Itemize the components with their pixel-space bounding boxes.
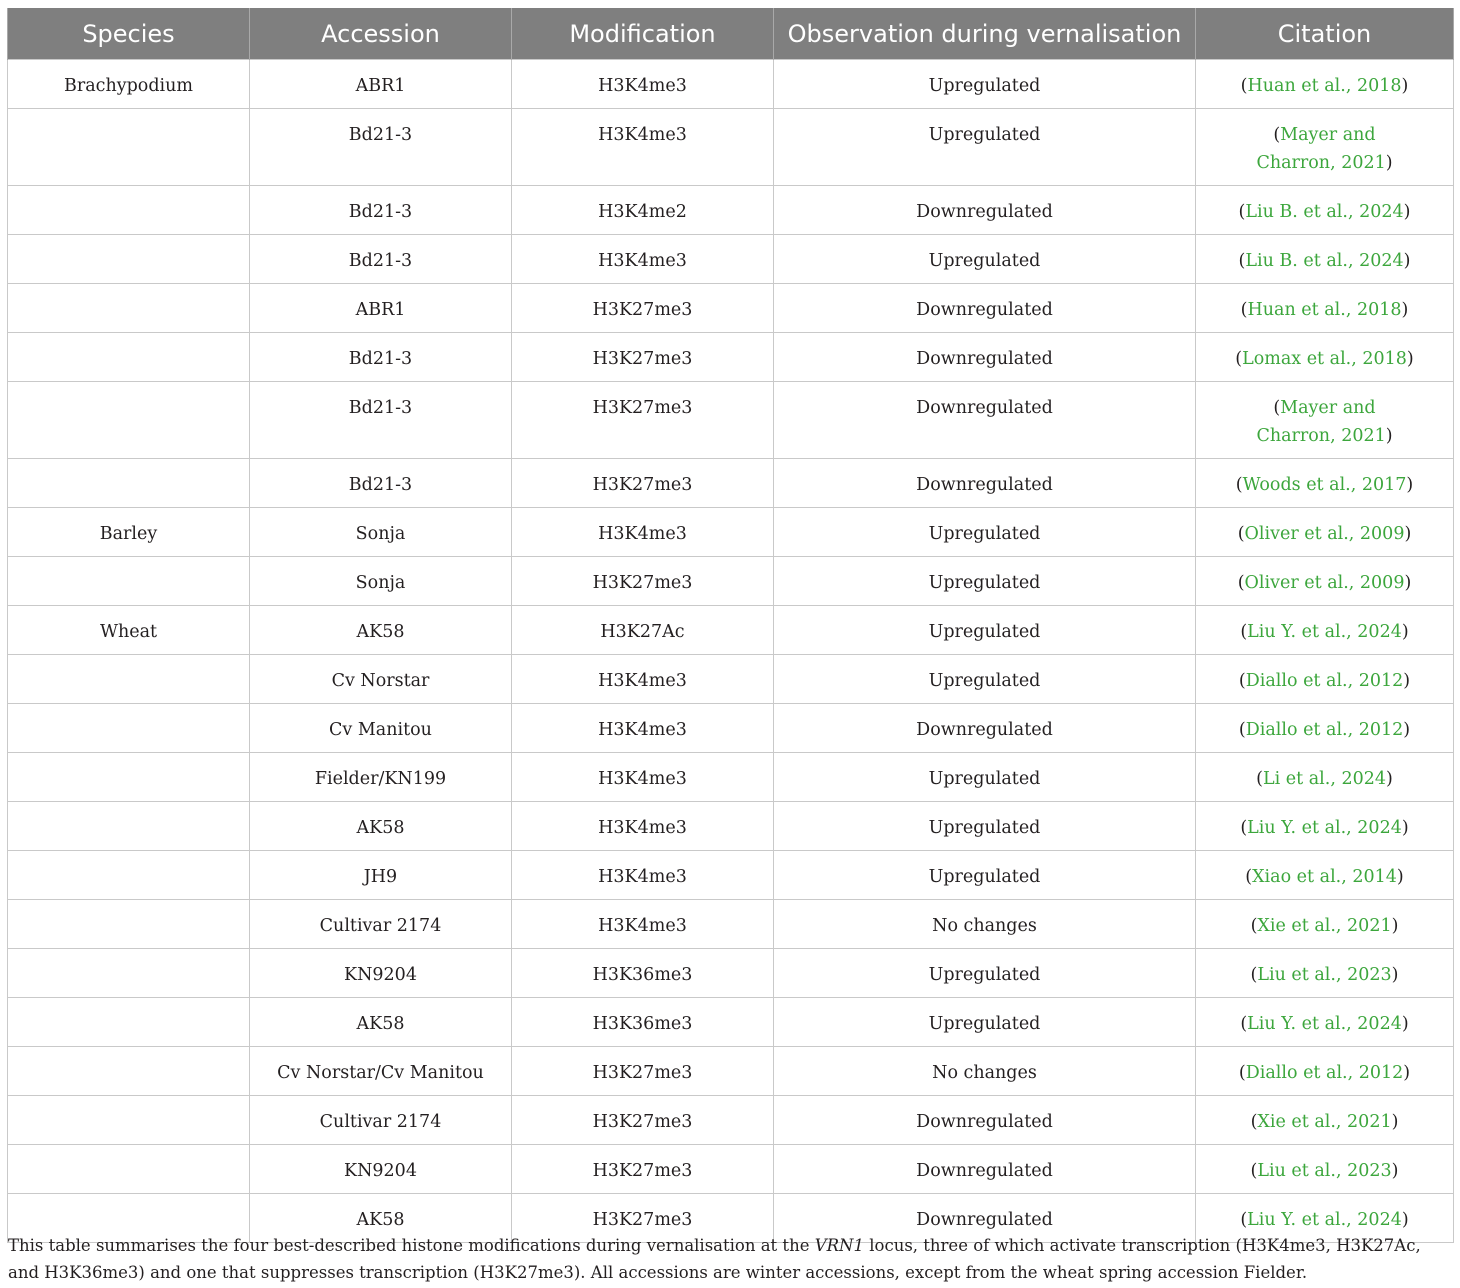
citation-link[interactable]: Xiao et al., 2014 — [1252, 867, 1397, 887]
cell-accession: Fielder/KN199 — [250, 753, 512, 802]
cell-citation: (Lomax et al., 2018) — [1196, 333, 1454, 382]
cell-species: Wheat — [8, 606, 250, 655]
cell-accession: ABR1 — [250, 284, 512, 333]
caption-part2: locus, three of which activate transcription (H3K4me3, H3K27Ac, and H3K36me3) and one that suppresses transcription (H3K27me3). All accessions are winter accessions, except from the wheat spring accession Fielder. — [8, 1236, 1421, 1282]
cell-accession: AK58 — [250, 998, 512, 1047]
cell-species — [8, 235, 250, 284]
citation-link[interactable]: Liu et al., 2023 — [1257, 1161, 1392, 1181]
cell-observation: Downregulated — [774, 186, 1196, 235]
cell-modification: H3K27me3 — [512, 333, 774, 382]
cell-observation: Upregulated — [774, 60, 1196, 109]
cell-accession: KN9204 — [250, 1145, 512, 1194]
cell-modification: H3K27me3 — [512, 1145, 774, 1194]
cell-citation: (Liu Y. et al., 2024) — [1196, 606, 1454, 655]
cell-citation: (Liu B. et al., 2024) — [1196, 235, 1454, 284]
table-row — [8, 333, 1454, 382]
cell-species — [8, 655, 250, 704]
cell-observation: Downregulated — [774, 1096, 1196, 1145]
table-row — [8, 1096, 1454, 1145]
cell-citation: (Oliver et al., 2009) — [1196, 508, 1454, 557]
cell-species — [8, 753, 250, 802]
cell-species — [8, 333, 250, 382]
cell-modification: H3K27me3 — [512, 1096, 774, 1145]
cell-citation: (Mayer and Charron, 2021) — [1196, 109, 1454, 186]
cell-modification: H3K27me3 — [512, 459, 774, 508]
citation-link[interactable]: Liu B. et al., 2024 — [1245, 202, 1404, 222]
cell-citation: (Woods et al., 2017) — [1196, 459, 1454, 508]
table-row — [8, 459, 1454, 508]
cell-citation: (Xie et al., 2021) — [1196, 900, 1454, 949]
cell-species — [8, 109, 250, 186]
cell-accession: Bd21-3 — [250, 382, 512, 459]
cell-accession: Sonja — [250, 557, 512, 606]
citation-link[interactable]: Xie et al., 2021 — [1257, 916, 1392, 936]
cell-citation: (Diallo et al., 2012) — [1196, 1047, 1454, 1096]
cell-species — [8, 949, 250, 998]
cell-accession: Cv Norstar — [250, 655, 512, 704]
cell-modification: H3K4me3 — [512, 235, 774, 284]
cell-citation: (Liu B. et al., 2024) — [1196, 186, 1454, 235]
cell-observation: Downregulated — [774, 459, 1196, 508]
histone-modification-table — [7, 8, 1454, 1243]
cell-observation: Upregulated — [774, 753, 1196, 802]
cell-modification: H3K4me3 — [512, 109, 774, 186]
cell-citation: (Liu et al., 2023) — [1196, 949, 1454, 998]
table-row — [8, 557, 1454, 606]
cell-species — [8, 1096, 250, 1145]
cell-modification: H3K27me3 — [512, 1194, 774, 1243]
cell-modification: H3K36me3 — [512, 998, 774, 1047]
table-row — [8, 802, 1454, 851]
cell-modification: H3K4me3 — [512, 851, 774, 900]
citation-link[interactable]: Xie et al., 2021 — [1257, 1112, 1392, 1132]
citation-link[interactable]: Liu Y. et al., 2024 — [1247, 818, 1402, 838]
cell-modification: H3K4me3 — [512, 753, 774, 802]
cell-modification: H3K4me2 — [512, 186, 774, 235]
cell-modification: H3K27me3 — [512, 284, 774, 333]
cell-modification: H3K27Ac — [512, 606, 774, 655]
citation-link[interactable]: Mayer and — [1280, 125, 1376, 145]
cell-observation: Upregulated — [774, 109, 1196, 186]
table-row — [8, 606, 1454, 655]
cell-species — [8, 382, 250, 459]
cell-modification: H3K27me3 — [512, 557, 774, 606]
cell-modification: H3K4me3 — [512, 655, 774, 704]
citation-link[interactable]: Mayer and — [1280, 398, 1376, 418]
cell-citation: (Diallo et al., 2012) — [1196, 704, 1454, 753]
citation-link[interactable]: Liu Y. et al., 2024 — [1247, 1210, 1402, 1230]
cell-citation: (Liu Y. et al., 2024) — [1196, 802, 1454, 851]
cell-accession: KN9204 — [250, 949, 512, 998]
table-row — [8, 235, 1454, 284]
cell-observation: Downregulated — [774, 704, 1196, 753]
cell-citation: (Huan et al., 2018) — [1196, 60, 1454, 109]
cell-accession: ABR1 — [250, 60, 512, 109]
cell-accession: AK58 — [250, 606, 512, 655]
header-modification: Modification — [512, 8, 774, 60]
cell-modification: H3K4me3 — [512, 60, 774, 109]
cell-observation: Upregulated — [774, 802, 1196, 851]
citation-link[interactable]: Huan et al., 2018 — [1247, 76, 1402, 96]
cell-modification: H3K4me3 — [512, 802, 774, 851]
cell-modification: H3K27me3 — [512, 1047, 774, 1096]
cell-modification: H3K36me3 — [512, 949, 774, 998]
header-observation: Observation during vernalisation — [774, 8, 1196, 60]
citation-link[interactable]: Liu Y. et al., 2024 — [1247, 622, 1402, 642]
cell-accession: Bd21-3 — [250, 109, 512, 186]
citation-link[interactable]: Liu B. et al., 2024 — [1245, 251, 1404, 271]
table-container — [7, 8, 1453, 1243]
cell-species — [8, 186, 250, 235]
citation-link[interactable]: Oliver et al., 2009 — [1244, 524, 1405, 544]
cell-accession: Sonja — [250, 508, 512, 557]
cell-species — [8, 704, 250, 753]
cell-citation: (Oliver et al., 2009) — [1196, 557, 1454, 606]
citation-link[interactable]: Li et al., 2024 — [1263, 769, 1386, 789]
cell-observation: Downregulated — [774, 284, 1196, 333]
cell-accession: Cv Norstar/Cv Manitou — [250, 1047, 512, 1096]
cell-species — [8, 1047, 250, 1096]
cell-citation: (Liu Y. et al., 2024) — [1196, 998, 1454, 1047]
cell-species — [8, 998, 250, 1047]
caption-gene: VRN1 — [814, 1236, 864, 1255]
table-row — [8, 998, 1454, 1047]
cell-observation: Upregulated — [774, 949, 1196, 998]
caption-part1: This table summarises the four best-described histone modifications during vernalisation at the — [8, 1236, 815, 1255]
cell-observation: Upregulated — [774, 655, 1196, 704]
cell-observation: Downregulated — [774, 333, 1196, 382]
cell-accession: Bd21-3 — [250, 333, 512, 382]
table-row — [8, 284, 1454, 333]
table-row — [8, 851, 1454, 900]
cell-citation: (Mayer and Charron, 2021) — [1196, 382, 1454, 459]
cell-species — [8, 1145, 250, 1194]
cell-accession: Bd21-3 — [250, 235, 512, 284]
cell-citation: (Diallo et al., 2012) — [1196, 655, 1454, 704]
cell-species: Brachypodium — [8, 60, 250, 109]
table-row — [8, 109, 1454, 186]
cell-accession: AK58 — [250, 1194, 512, 1243]
header-accession: Accession — [250, 8, 512, 60]
header-row — [8, 8, 1454, 60]
citation-link[interactable]: Liu et al., 2023 — [1257, 965, 1392, 985]
cell-observation: Upregulated — [774, 606, 1196, 655]
cell-accession: Cultivar 2174 — [250, 900, 512, 949]
cell-modification: H3K27me3 — [512, 382, 774, 459]
cell-species — [8, 851, 250, 900]
table-row — [8, 753, 1454, 802]
cell-modification: H3K4me3 — [512, 508, 774, 557]
cell-species: Barley — [8, 508, 250, 557]
cell-species — [8, 900, 250, 949]
citation-link[interactable]: Huan et al., 2018 — [1247, 300, 1402, 320]
table-row — [8, 900, 1454, 949]
table-row — [8, 704, 1454, 753]
cell-citation: (Liu Y. et al., 2024) — [1196, 1194, 1454, 1243]
table-row — [8, 1145, 1454, 1194]
table-row — [8, 382, 1454, 459]
citation-link-line2[interactable]: Charron, 2021 — [1256, 153, 1386, 173]
cell-observation: Upregulated — [774, 998, 1196, 1047]
cell-observation: Upregulated — [774, 851, 1196, 900]
citation-link[interactable]: Lomax et al., 2018 — [1242, 349, 1407, 369]
citation-link-line2[interactable]: Charron, 2021 — [1256, 426, 1386, 446]
citation-link[interactable]: Oliver et al., 2009 — [1244, 573, 1405, 593]
cell-species — [8, 802, 250, 851]
citation-link[interactable]: Diallo et al., 2012 — [1245, 1063, 1404, 1083]
cell-accession: Cultivar 2174 — [250, 1096, 512, 1145]
cell-citation: (Huan et al., 2018) — [1196, 284, 1454, 333]
cell-observation: Downregulated — [774, 1194, 1196, 1243]
cell-accession: Bd21-3 — [250, 186, 512, 235]
table-row — [8, 1047, 1454, 1096]
cell-citation: (Li et al., 2024) — [1196, 753, 1454, 802]
cell-accession: JH9 — [250, 851, 512, 900]
citation-link[interactable]: Diallo et al., 2012 — [1245, 720, 1404, 740]
citation-link[interactable]: Diallo et al., 2012 — [1245, 671, 1404, 691]
cell-observation: Upregulated — [774, 557, 1196, 606]
table-row — [8, 655, 1454, 704]
cell-observation: Downregulated — [774, 1145, 1196, 1194]
table-caption — [8, 1232, 1454, 1286]
cell-observation: No changes — [774, 900, 1196, 949]
cell-species — [8, 284, 250, 333]
header-citation: Citation — [1196, 8, 1454, 60]
table-row — [8, 60, 1454, 109]
cell-species — [8, 459, 250, 508]
cell-accession: AK58 — [250, 802, 512, 851]
table-row — [8, 186, 1454, 235]
cell-citation: (Xie et al., 2021) — [1196, 1096, 1454, 1145]
cell-modification: H3K4me3 — [512, 704, 774, 753]
table-row — [8, 949, 1454, 998]
table-row — [8, 508, 1454, 557]
cell-observation: No changes — [774, 1047, 1196, 1096]
cell-accession: Cv Manitou — [250, 704, 512, 753]
cell-observation: Upregulated — [774, 508, 1196, 557]
cell-modification: H3K4me3 — [512, 900, 774, 949]
cell-species — [8, 557, 250, 606]
citation-link[interactable]: Woods et al., 2017 — [1242, 475, 1407, 495]
cell-citation: (Liu et al., 2023) — [1196, 1145, 1454, 1194]
cell-citation: (Xiao et al., 2014) — [1196, 851, 1454, 900]
table-body — [8, 60, 1454, 1243]
cell-observation: Downregulated — [774, 382, 1196, 459]
citation-link[interactable]: Liu Y. et al., 2024 — [1247, 1014, 1402, 1034]
cell-observation: Upregulated — [774, 235, 1196, 284]
header-species: Species — [8, 8, 250, 60]
cell-accession: Bd21-3 — [250, 459, 512, 508]
